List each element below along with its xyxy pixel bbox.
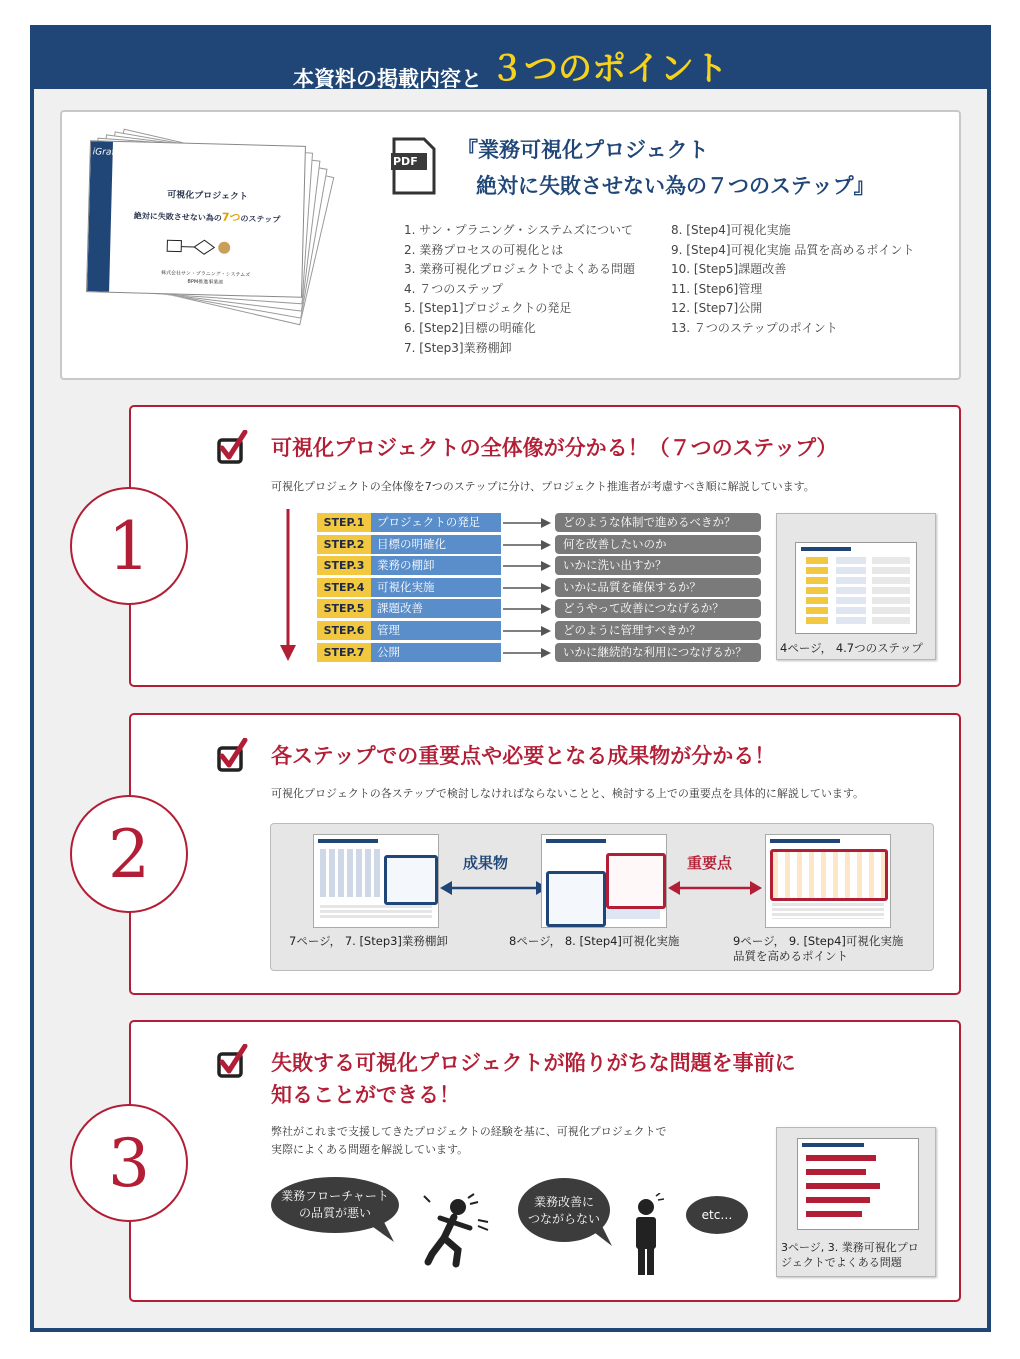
toc-item: 8. [Step4]可視化実施 xyxy=(671,223,791,237)
cover-brand: iGrafx xyxy=(92,147,121,158)
step-row xyxy=(317,535,761,554)
step-row xyxy=(317,621,761,640)
step-question: どのような体制で進めるべきか？ xyxy=(555,513,761,532)
step-question: 何を改善したいのか xyxy=(555,535,761,554)
speech-bubble-no-improvement: 業務改善に つながらない xyxy=(518,1178,610,1242)
step-label: STEP.5 xyxy=(317,599,371,618)
page-3-thumbnail xyxy=(776,1127,936,1277)
toc-item: 13. ７つのステップのポイント xyxy=(671,320,838,335)
checkbox-checked-icon xyxy=(216,1044,248,1080)
point-2-number: 2 xyxy=(70,795,188,913)
step-question: どのように管理すべきか？ xyxy=(555,621,761,640)
right-arrow-icon xyxy=(501,539,553,551)
document-title-line1: 『業務可視化プロジェクト xyxy=(457,138,709,162)
page-header xyxy=(34,29,987,89)
toc-item: 5. [Step1]プロジェクトの発足 xyxy=(404,301,572,316)
double-arrow-icon xyxy=(440,881,548,895)
page-8-caption: 8ページ， 8. [Step4]可視化実施 xyxy=(509,934,680,948)
point-3-heading-line1: 失敗する可視化プロジェクトが陥りがちな問題を事前に xyxy=(271,1051,796,1075)
page-7-caption: 7ページ， 7. [Step3]業務棚卸 xyxy=(289,934,448,948)
cover-company: 株式会社サン・プラニング・システムズ xyxy=(160,270,251,279)
step-label: STEP.1 xyxy=(317,513,371,532)
page-4-thumbnail xyxy=(776,513,936,660)
cover-dept: BPM推進事業部 xyxy=(187,278,224,286)
point-1-heading: 可視化プロジェクトの全体像が分かる！（７つのステップ） xyxy=(271,436,838,460)
right-arrow-icon xyxy=(501,517,553,529)
point-3-heading-line2: 知ることができる！ xyxy=(271,1083,460,1107)
document-overview-panel xyxy=(60,110,961,380)
checkbox-checked-icon xyxy=(216,430,248,466)
toc-item: 6. [Step2]目標の明確化 xyxy=(404,320,536,335)
step-label: STEP.3 xyxy=(317,556,371,575)
step-label: STEP.2 xyxy=(317,535,371,554)
step-name: 可視化実施 xyxy=(371,578,501,597)
toc-item: 3. 業務可視化プロジェクトでよくある問題 xyxy=(404,262,636,277)
page-3-caption: 3ページ, 3. 業務可視化プロ ジェクトでよくある問題 xyxy=(781,1241,919,1269)
point-2-figure-panel xyxy=(270,823,934,971)
step-row xyxy=(317,556,761,575)
page-7-thumbnail xyxy=(313,834,439,928)
checkbox-checked-icon xyxy=(216,738,248,774)
right-arrow-icon xyxy=(501,560,553,572)
toc-item: 12. [Step7]公開 xyxy=(671,301,763,316)
bubble-tail xyxy=(586,1226,614,1248)
page-8-thumbnail xyxy=(541,834,667,928)
step-question: いかに洗い出すか？ xyxy=(555,556,761,575)
step-label: STEP.6 xyxy=(317,621,371,640)
header-title: 本資料の掲載内容と xyxy=(293,67,482,91)
right-arrow-icon xyxy=(501,625,553,637)
step-question: いかに継続的な利用につなげるか？ xyxy=(555,643,761,662)
step-label: STEP.4 xyxy=(317,578,371,597)
toc-item: 1. サン・プラニング・システムズについて xyxy=(404,223,633,237)
speech-bubble-flowchart-quality: 業務フローチャート の品質が悪い xyxy=(271,1177,399,1233)
step-name: プロジェクトの発足 xyxy=(371,513,501,532)
cover-stack xyxy=(82,137,342,367)
page-9-caption: 9ページ， 9. [Step4]可視化実施 品質を高めるポイント xyxy=(733,934,904,963)
right-arrow-icon xyxy=(501,647,553,659)
right-arrow-icon xyxy=(501,603,553,615)
toc-item: 2. 業務プロセスの可視化とは xyxy=(404,242,564,257)
step-label: STEP.7 xyxy=(317,643,371,662)
point-1-description: 可視化プロジェクトの全体像を7つのステップに分け、プロジェクト推進者が考慮すべき順に解説しています。 xyxy=(271,480,815,493)
toc-item: 11. [Step6]管理 xyxy=(671,281,763,296)
thinking-person-icon xyxy=(628,1193,668,1279)
pdf-label: PDF xyxy=(393,155,418,168)
toc-item: 4. ７つのステップ xyxy=(404,281,504,296)
step-name: 課題改善 xyxy=(371,599,501,618)
stumbling-person-icon xyxy=(420,1192,490,1268)
cover-page xyxy=(86,140,306,298)
toc-item: 10. [Step5]課題改善 xyxy=(671,262,787,277)
step-name: 管理 xyxy=(371,621,501,640)
bubble-tail xyxy=(366,1222,396,1244)
key-points-label: 重要点 xyxy=(687,854,733,872)
step-row xyxy=(317,513,761,532)
step-question: いかに品質を確保するか？ xyxy=(555,578,761,597)
double-arrow-icon xyxy=(668,881,762,895)
toc-right xyxy=(671,221,914,339)
point-3-number: 3 xyxy=(70,1104,188,1222)
document-title-line2: 絶対に失敗させない為の７つのステップ』 xyxy=(476,174,875,198)
point-2-heading: 各ステップでの重要点や必要となる成果物が分かる！ xyxy=(271,744,776,768)
toc-left xyxy=(404,221,635,358)
cover-title: 可視化プロジェクト xyxy=(167,190,249,203)
header-title-accent: ３つのポイント xyxy=(490,49,728,89)
toc-item: 7. [Step3]業務棚卸 xyxy=(404,340,512,355)
step-name: 業務の棚卸 xyxy=(371,556,501,575)
toc-item: 9. [Step4]可視化実施 品質を高めるポイント xyxy=(671,242,915,257)
cover-subtitle: 絶対に失敗させない為の7つのステップ xyxy=(133,210,281,225)
step-name: 目標の明確化 xyxy=(371,535,501,554)
step-row xyxy=(317,643,761,662)
point-2-description: 可視化プロジェクトの各ステップで検討しなければならないことと、検討する上での重要点を具体的に解説しています。 xyxy=(271,787,865,800)
right-arrow-icon xyxy=(501,582,553,594)
speech-bubble-etc: etc… xyxy=(686,1196,748,1234)
step-name: 公開 xyxy=(371,643,501,662)
down-arrow-icon xyxy=(280,509,296,661)
page-4-caption: 4ページ， 4.7つのステップ xyxy=(780,641,923,655)
page-9-thumbnail xyxy=(765,834,891,928)
point-3-description: 弊社がこれまで支援してきたプロジェクトの経験を基に、可視化プロジェクトで 実際によくある問題を解説しています。 xyxy=(271,1125,667,1156)
step-row xyxy=(317,578,761,597)
point-1-number: 1 xyxy=(70,487,188,605)
step-question: どうやって改善につなげるか？ xyxy=(555,599,761,618)
deliverables-label: 成果物 xyxy=(463,854,509,872)
step-row xyxy=(317,599,761,618)
cover-flow-diagram xyxy=(166,235,247,259)
